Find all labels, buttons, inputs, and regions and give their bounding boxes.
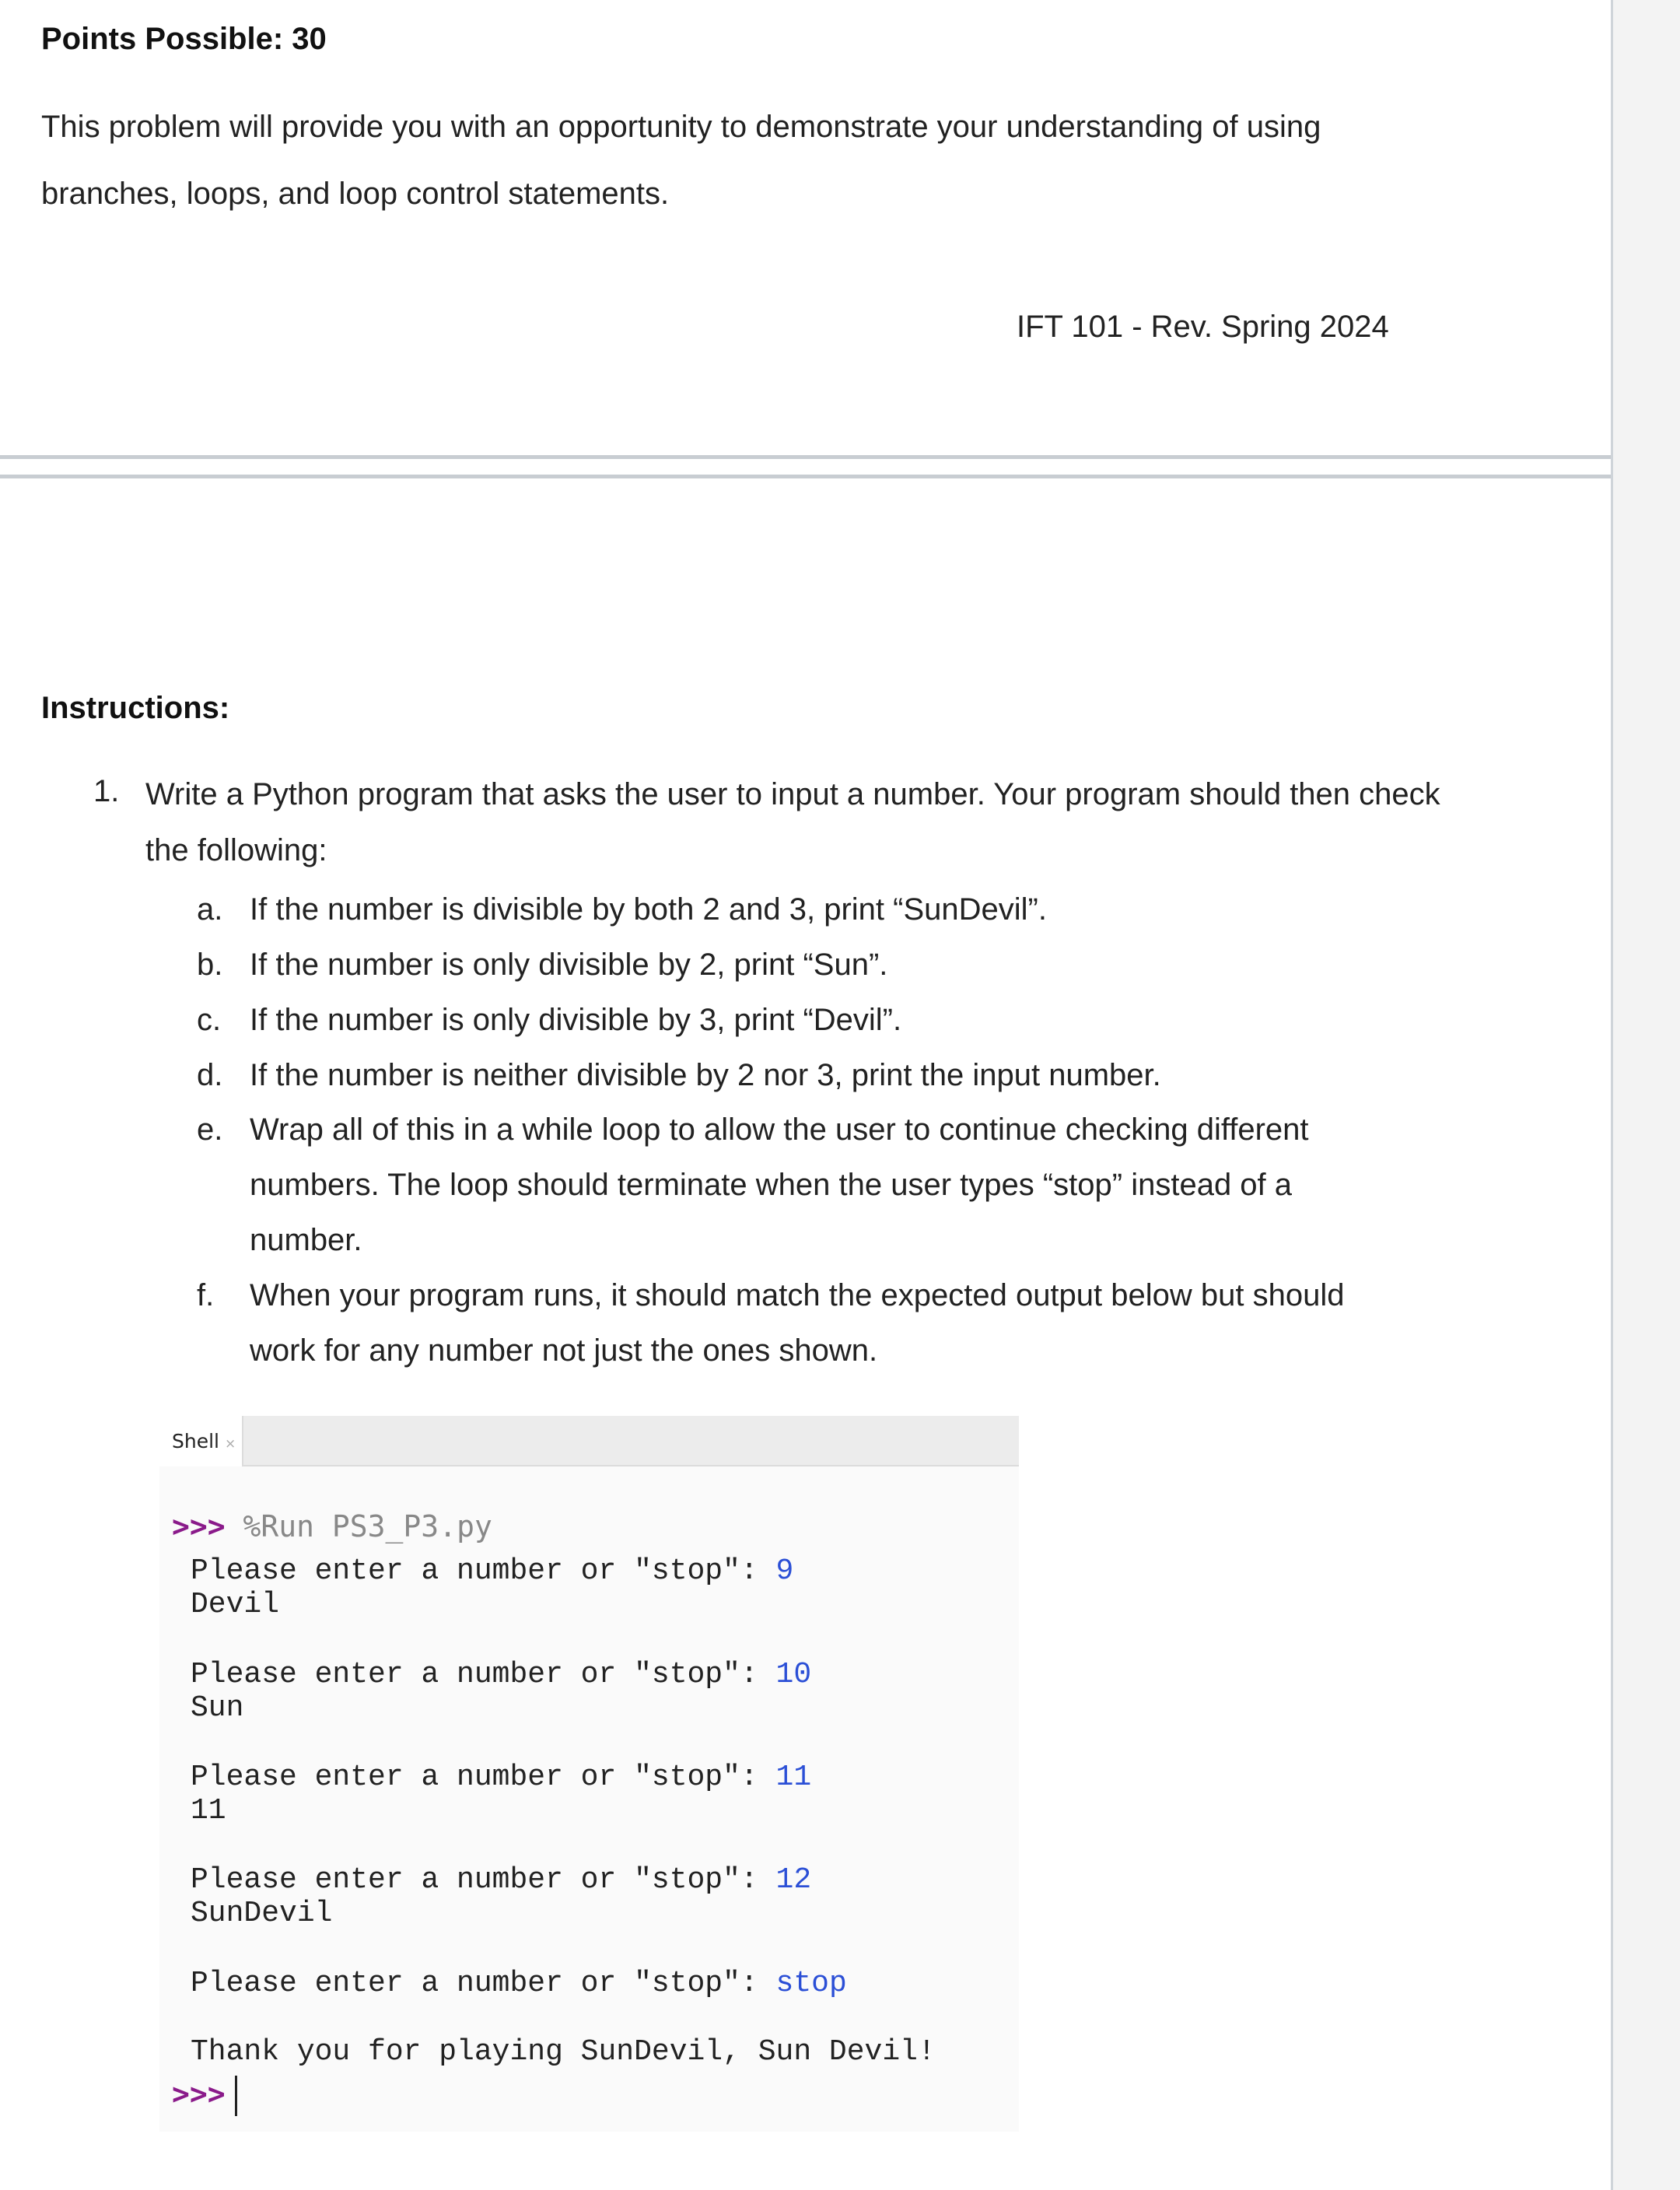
- program-output: Sun: [191, 1691, 244, 1725]
- list-item-letter: c.: [197, 1003, 222, 1037]
- list-item: [0, 882, 1556, 937]
- list-item-text: If the number is neither divisible by 2 nor 3, print the input number.: [250, 1058, 1161, 1092]
- close-icon[interactable]: ×: [225, 1436, 236, 1452]
- prompt-text: Please enter a number or "stop":: [191, 1967, 776, 2000]
- prompt-text: Please enter a number or "stop":: [191, 1554, 776, 1588]
- question-number: 1.: [93, 774, 120, 808]
- prompt-symbol: >>>: [172, 1509, 226, 1544]
- tab-label: Shell: [172, 1430, 219, 1452]
- farewell-output: Thank you for playing SunDevil, Sun Devil!: [191, 2035, 936, 2069]
- user-input: stop: [775, 1967, 847, 2000]
- list-item-text: If the number is only divisible by 2, print “Sun”.: [250, 948, 888, 982]
- prompt-text: Please enter a number or "stop":: [191, 1761, 776, 1794]
- list-item-letter: e.: [197, 1113, 223, 1147]
- program-output: Devil: [191, 1588, 280, 1621]
- user-input: 9: [775, 1554, 794, 1588]
- question-text: Write a Python program that asks the user to input a number. Your program should then check the following:: [145, 777, 1440, 867]
- intro-paragraph: This problem will provide you with an opportunity to demonstrate your understanding of using branches, loops, and loop control statements.: [41, 110, 1321, 211]
- document-page-2: [0, 475, 1611, 2190]
- list-item: [0, 1048, 1556, 1103]
- shell-tabbar: [159, 1416, 1019, 1466]
- instructions-heading: Instructions:: [41, 691, 230, 725]
- text-cursor: [235, 2076, 237, 2116]
- course-revision: IFT 101 - Rev. Spring 2024: [1017, 310, 1389, 344]
- run-command: %Run PS3_P3.py: [243, 1509, 492, 1544]
- program-output: SunDevil: [191, 1897, 333, 1930]
- scrollbar-gutter[interactable]: [1611, 0, 1680, 2190]
- list-item-letter: f.: [197, 1278, 215, 1312]
- list-item-letter: b.: [197, 948, 223, 982]
- list-item-text: When your program runs, it should match the expected output below but should work for any number not just the ones shown.: [250, 1278, 1345, 1368]
- tab-shell[interactable]: [159, 1416, 243, 1466]
- run-line: [172, 1509, 492, 1544]
- list-item-letter: d.: [197, 1058, 223, 1092]
- user-input: 12: [775, 1863, 812, 1897]
- list-item-letter: a.: [197, 892, 223, 927]
- prompt-entry: [191, 1863, 811, 1897]
- list-item-text: If the number is only divisible by 3, print “Devil”.: [250, 1003, 902, 1037]
- page-gap: [0, 459, 1611, 475]
- prompt-entry: [191, 1967, 847, 2000]
- list-item: [0, 1102, 1556, 1268]
- shell-screenshot: [159, 1416, 1019, 2132]
- prompt-symbol: >>>: [172, 2076, 226, 2111]
- prompt-entry: [191, 1658, 811, 1691]
- list-item-text: If the number is divisible by both 2 and 3, print “SunDevil”.: [250, 892, 1047, 927]
- input-prompt[interactable]: [172, 2076, 237, 2116]
- points-possible: Points Possible: 30: [41, 22, 327, 56]
- prompt-text: Please enter a number or "stop":: [191, 1863, 776, 1897]
- list-item: [0, 937, 1556, 993]
- prompt-entry: [191, 1554, 793, 1588]
- user-input: 10: [775, 1658, 812, 1691]
- prompt-entry: [191, 1761, 811, 1794]
- prompt-text: Please enter a number or "stop":: [191, 1658, 776, 1691]
- list-item-text: Wrap all of this in a while loop to allow the user to continue checking different numbers. The loop should terminate when the user types “stop” instead of a number.: [250, 1113, 1309, 1257]
- document-page-1: [0, 0, 1611, 459]
- list-item: [0, 993, 1556, 1048]
- program-output: 11: [191, 1794, 226, 1827]
- list-item: [0, 1268, 1556, 1379]
- user-input: 11: [775, 1761, 812, 1794]
